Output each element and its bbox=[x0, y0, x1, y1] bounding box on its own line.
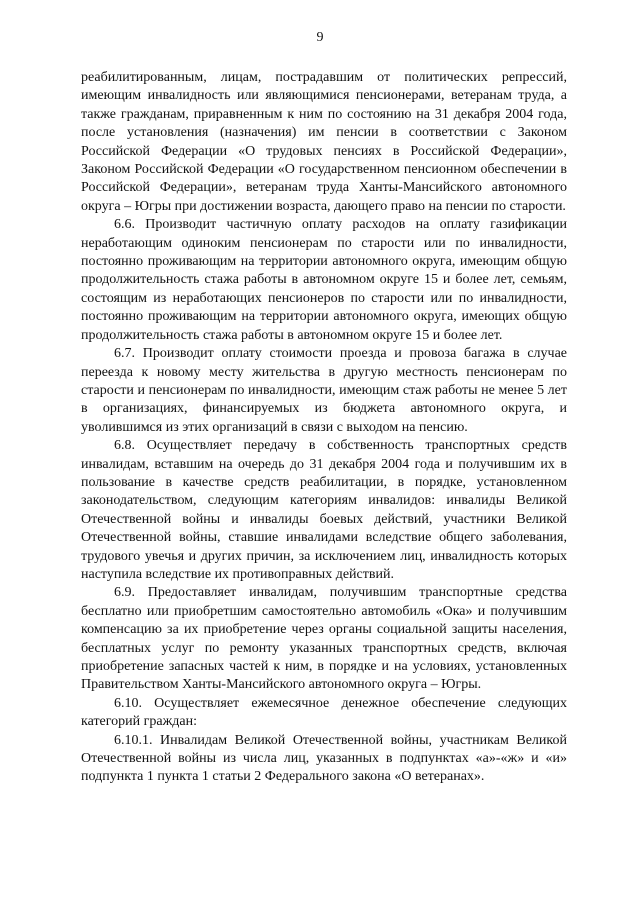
paragraph-6-10-1: 6.10.1. Инвалидам Великой Отечественной войны, участникам Великой Отечественной войны из числа лиц, указанных в подпунктах «а»-«ж» и «и» подпункта 1 пункта 1 статьи 2 Федерального закона «О ветеранах». bbox=[81, 732, 567, 785]
paragraph-6-6: 6.6. Производит частичную оплату расходов на оплату газификации неработающим одиноким пенсионерам по старости или по инвалидности, постоянно проживающим на территории автономного округа, имеющим общую продолжительность стажа работы в автономном округе 15 и более лет, семьям, состоящим из неработающих пенсионеров по старости или по инвалидности, постоянно проживающим на территории автономного округа, имеющих общую продолжительность стажа работы в автономном округе 15 и более лет. bbox=[81, 217, 567, 343]
paragraph-continuation: реабилитированным, лицам, пострадавшим от политических репрессий, имеющим инвалидность или являющимися пенсионерами, ветеранам труда, а также гражданам, приравненным к ним по состоянию на 31 декабря 2004 года, после установления (назначения) им пенсии в соответствии с Законом Российской Федерации «О трудовых пенсиях в Российской Федерации», Законом Российской Федерации «О государственном пенсионном обеспечении в Российской Федерации», ветеранам труда Ханты-Мансийского автономного округа – Югры при достижении возраста, дающего право на пенсии по старости. bbox=[81, 70, 567, 214]
document-body bbox=[81, 69, 567, 787]
page-number: 9 bbox=[316, 30, 324, 45]
paragraph-6-8: 6.8. Осуществляет передачу в собственность транспортных средств инвалидам, вставшим на очередь до 31 декабря 2004 года и получившим их в пользование в качестве средств реабилитации, в порядке, установленном законодательством, следующим категориям инвалидов: инвалиды Великой Отечественной войны и инвалиды боевых действий, участники Великой Отечественной войны, ставшие инвалидами вследствие общего заболевания, трудового увечья и других причин, за исключением лиц, инвалидность которых наступила вследствие их противоправных действий. bbox=[81, 438, 567, 582]
paragraph-6-9: 6.9. Предоставляет инвалидам, получившим транспортные средства бесплатно или приобретшим самостоятельно автомобиль «Ока» и получившим компенсацию за их приобретение через органы социальной защиты населения, бесплатных услуг по ремонту указанных транспортных средств, включая приобретение запасных частей к ним, в порядке и на условиях, установленных Правительством Ханты-Мансийского автономного округа – Югры. bbox=[81, 585, 567, 693]
paragraph-6-10: 6.10. Осуществляет ежемесячное денежное обеспечение следующих категорий граждан: bbox=[81, 695, 567, 730]
paragraph-6-7: 6.7. Производит оплату стоимости проезда и провоза багажа в случае переезда к новому месту жительства в другую местность пенсионерам по старости и пенсионерам по инвалидности, имеющим стаж работы не менее 5 лет в организациях, финансируемых из бюджета автономного округа, и уволившимся из этих организаций в связи с выходом на пенсию. bbox=[81, 346, 567, 435]
